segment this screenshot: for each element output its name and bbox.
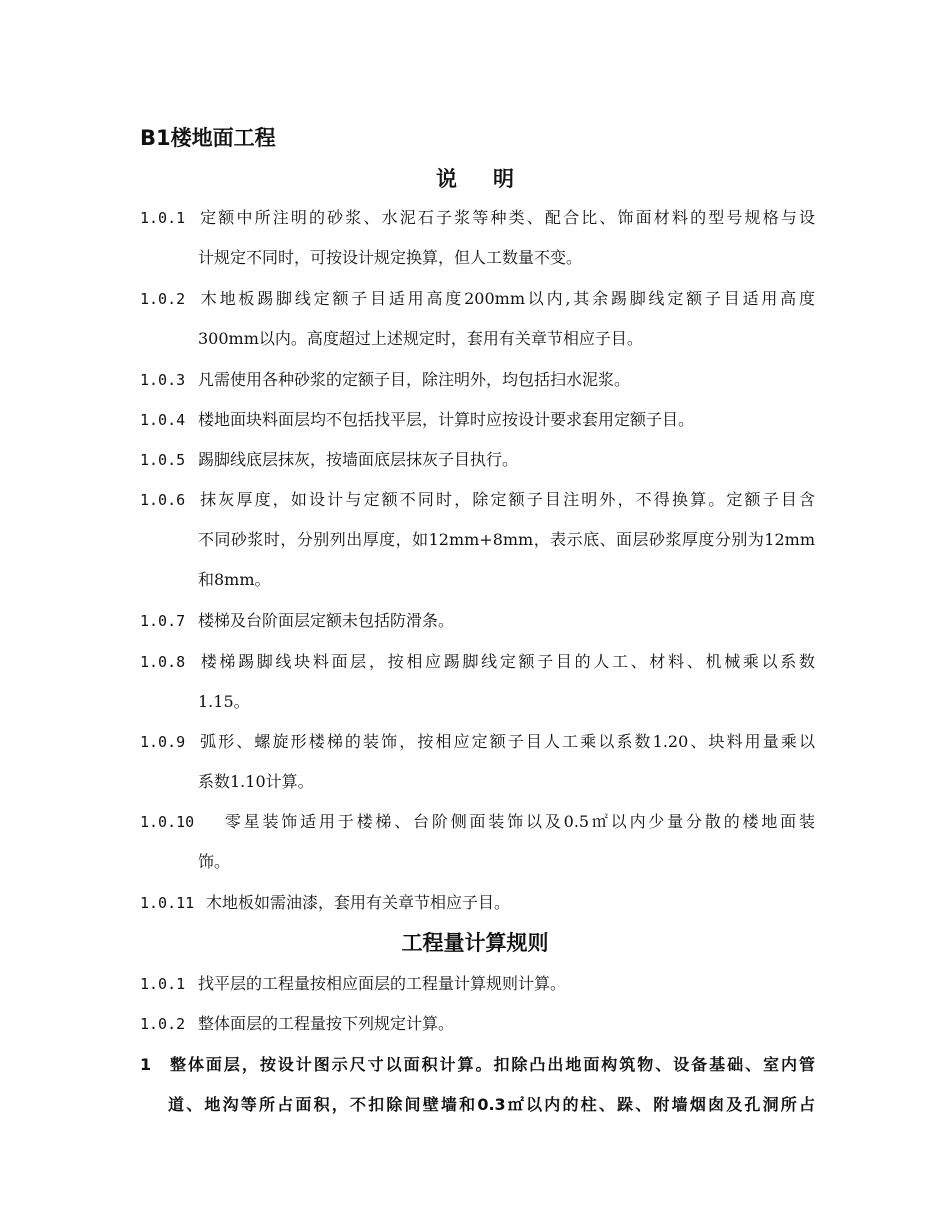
explanation-item-3 <box>140 360 815 400</box>
rule-item-1 <box>140 964 815 1004</box>
item-text: 木地板如需油漆，套用有关章节相应子目。 <box>206 893 511 912</box>
explanation-item-9 <box>140 722 815 802</box>
explanation-item-10 <box>140 802 815 882</box>
explanation-item-6 <box>140 480 815 600</box>
explanation-item-8 <box>140 642 815 722</box>
item-number: 1.0.10 <box>140 813 195 831</box>
item-text-continued: 计规定不同时，可按设计规定换算，但人工数量不变。 <box>198 248 583 267</box>
item-text: 楼地面块料面层均不包括找平层，计算时应按设计要求套用定额子目。 <box>198 410 695 429</box>
item-number: 1.0.11 <box>140 894 195 912</box>
item-number: 1.0.7 <box>140 612 186 630</box>
item-text: 凡需使用各种砂浆的定额子目，除注明外，均包括扫水泥浆。 <box>198 370 631 389</box>
item-text: 木地板踢脚线定额子目适用高度200mm以内,其余踢脚线定额子目适用高度 <box>198 289 815 308</box>
explanation-item-1 <box>140 198 815 278</box>
item-text: 抹灰厚度，如设计与定额不同时，除定额子目注明外，不得换算。定额子目含 <box>198 490 815 509</box>
section-title-calculation-rules: 工程量计算规则 <box>401 931 549 955</box>
item-text: 弧形、螺旋形楼梯的装饰，按相应定额子目人工乘以系数1.20、块料用量乘以 <box>198 732 815 751</box>
item-text-continued: 1.15。 <box>198 692 250 711</box>
item-number: 1.0.9 <box>140 733 186 751</box>
item-text-continued: 系数1.10计算。 <box>198 772 314 791</box>
bold-rule-number: 1 <box>140 1055 152 1074</box>
item-text-continued: 300mm以内。高度超过上述规定时，套用有关章节相应子目。 <box>198 329 643 348</box>
section-title-explanation: 说明 <box>436 167 550 191</box>
rule-item-2 <box>140 1004 815 1044</box>
item-number: 1.0.8 <box>140 653 186 671</box>
rule-number: 1.0.1 <box>140 975 186 993</box>
rule-text: 找平层的工程量按相应面层的工程量计算规则计算。 <box>198 974 567 993</box>
item-text: 踢脚线底层抹灰，按墙面底层抹灰子目执行。 <box>198 450 519 469</box>
explanation-item-5 <box>140 440 815 480</box>
rule-number: 1.0.2 <box>140 1015 186 1033</box>
rule-text: 整体面层的工程量按下列规定计算。 <box>198 1014 455 1033</box>
bold-rule-text-continued: 道、地沟等所占面积，不扣除间壁墙和0.3㎡以内的柱、跺、附墙烟囱及孔洞所占 <box>168 1095 815 1114</box>
item-text: 零星装饰适用于楼梯、台阶侧面装饰以及0.5㎡以内少量分散的楼地面装 <box>222 812 815 831</box>
item-number: 1.0.1 <box>140 209 186 227</box>
explanation-item-2 <box>140 279 815 359</box>
chapter-title: B1楼地面工程 <box>140 126 276 150</box>
explanation-item-4 <box>140 400 815 440</box>
item-number: 1.0.5 <box>140 451 186 469</box>
item-number: 1.0.6 <box>140 491 186 509</box>
item-text-continued: 饰。 <box>198 852 231 871</box>
item-text-continued-2: 和8mm。 <box>198 570 271 589</box>
explanation-item-11 <box>140 883 815 923</box>
item-number: 1.0.2 <box>140 290 186 308</box>
item-text: 楼梯踢脚线块料面层，按相应踢脚线定额子目的人工、材料、机械乘以系数 <box>198 652 815 671</box>
item-text: 楼梯及台阶面层定额未包括防滑条。 <box>198 611 455 630</box>
item-text: 定额中所注明的砂浆、水泥石子浆等种类、配合比、饰面材料的型号规格与设 <box>198 208 815 227</box>
bold-rule-text: 整体面层，按设计图示尺寸以面积计算。扣除凸出地面构筑物、设备基础、室内管 <box>168 1055 815 1074</box>
item-number: 1.0.3 <box>140 371 186 389</box>
item-number: 1.0.4 <box>140 411 186 429</box>
item-text-continued: 不同砂浆时，分别列出厚度，如12mm+8mm，表示底、面层砂浆厚度分别为12mm <box>198 530 815 549</box>
explanation-item-7 <box>140 601 815 641</box>
bold-rule-item <box>140 1045 815 1125</box>
